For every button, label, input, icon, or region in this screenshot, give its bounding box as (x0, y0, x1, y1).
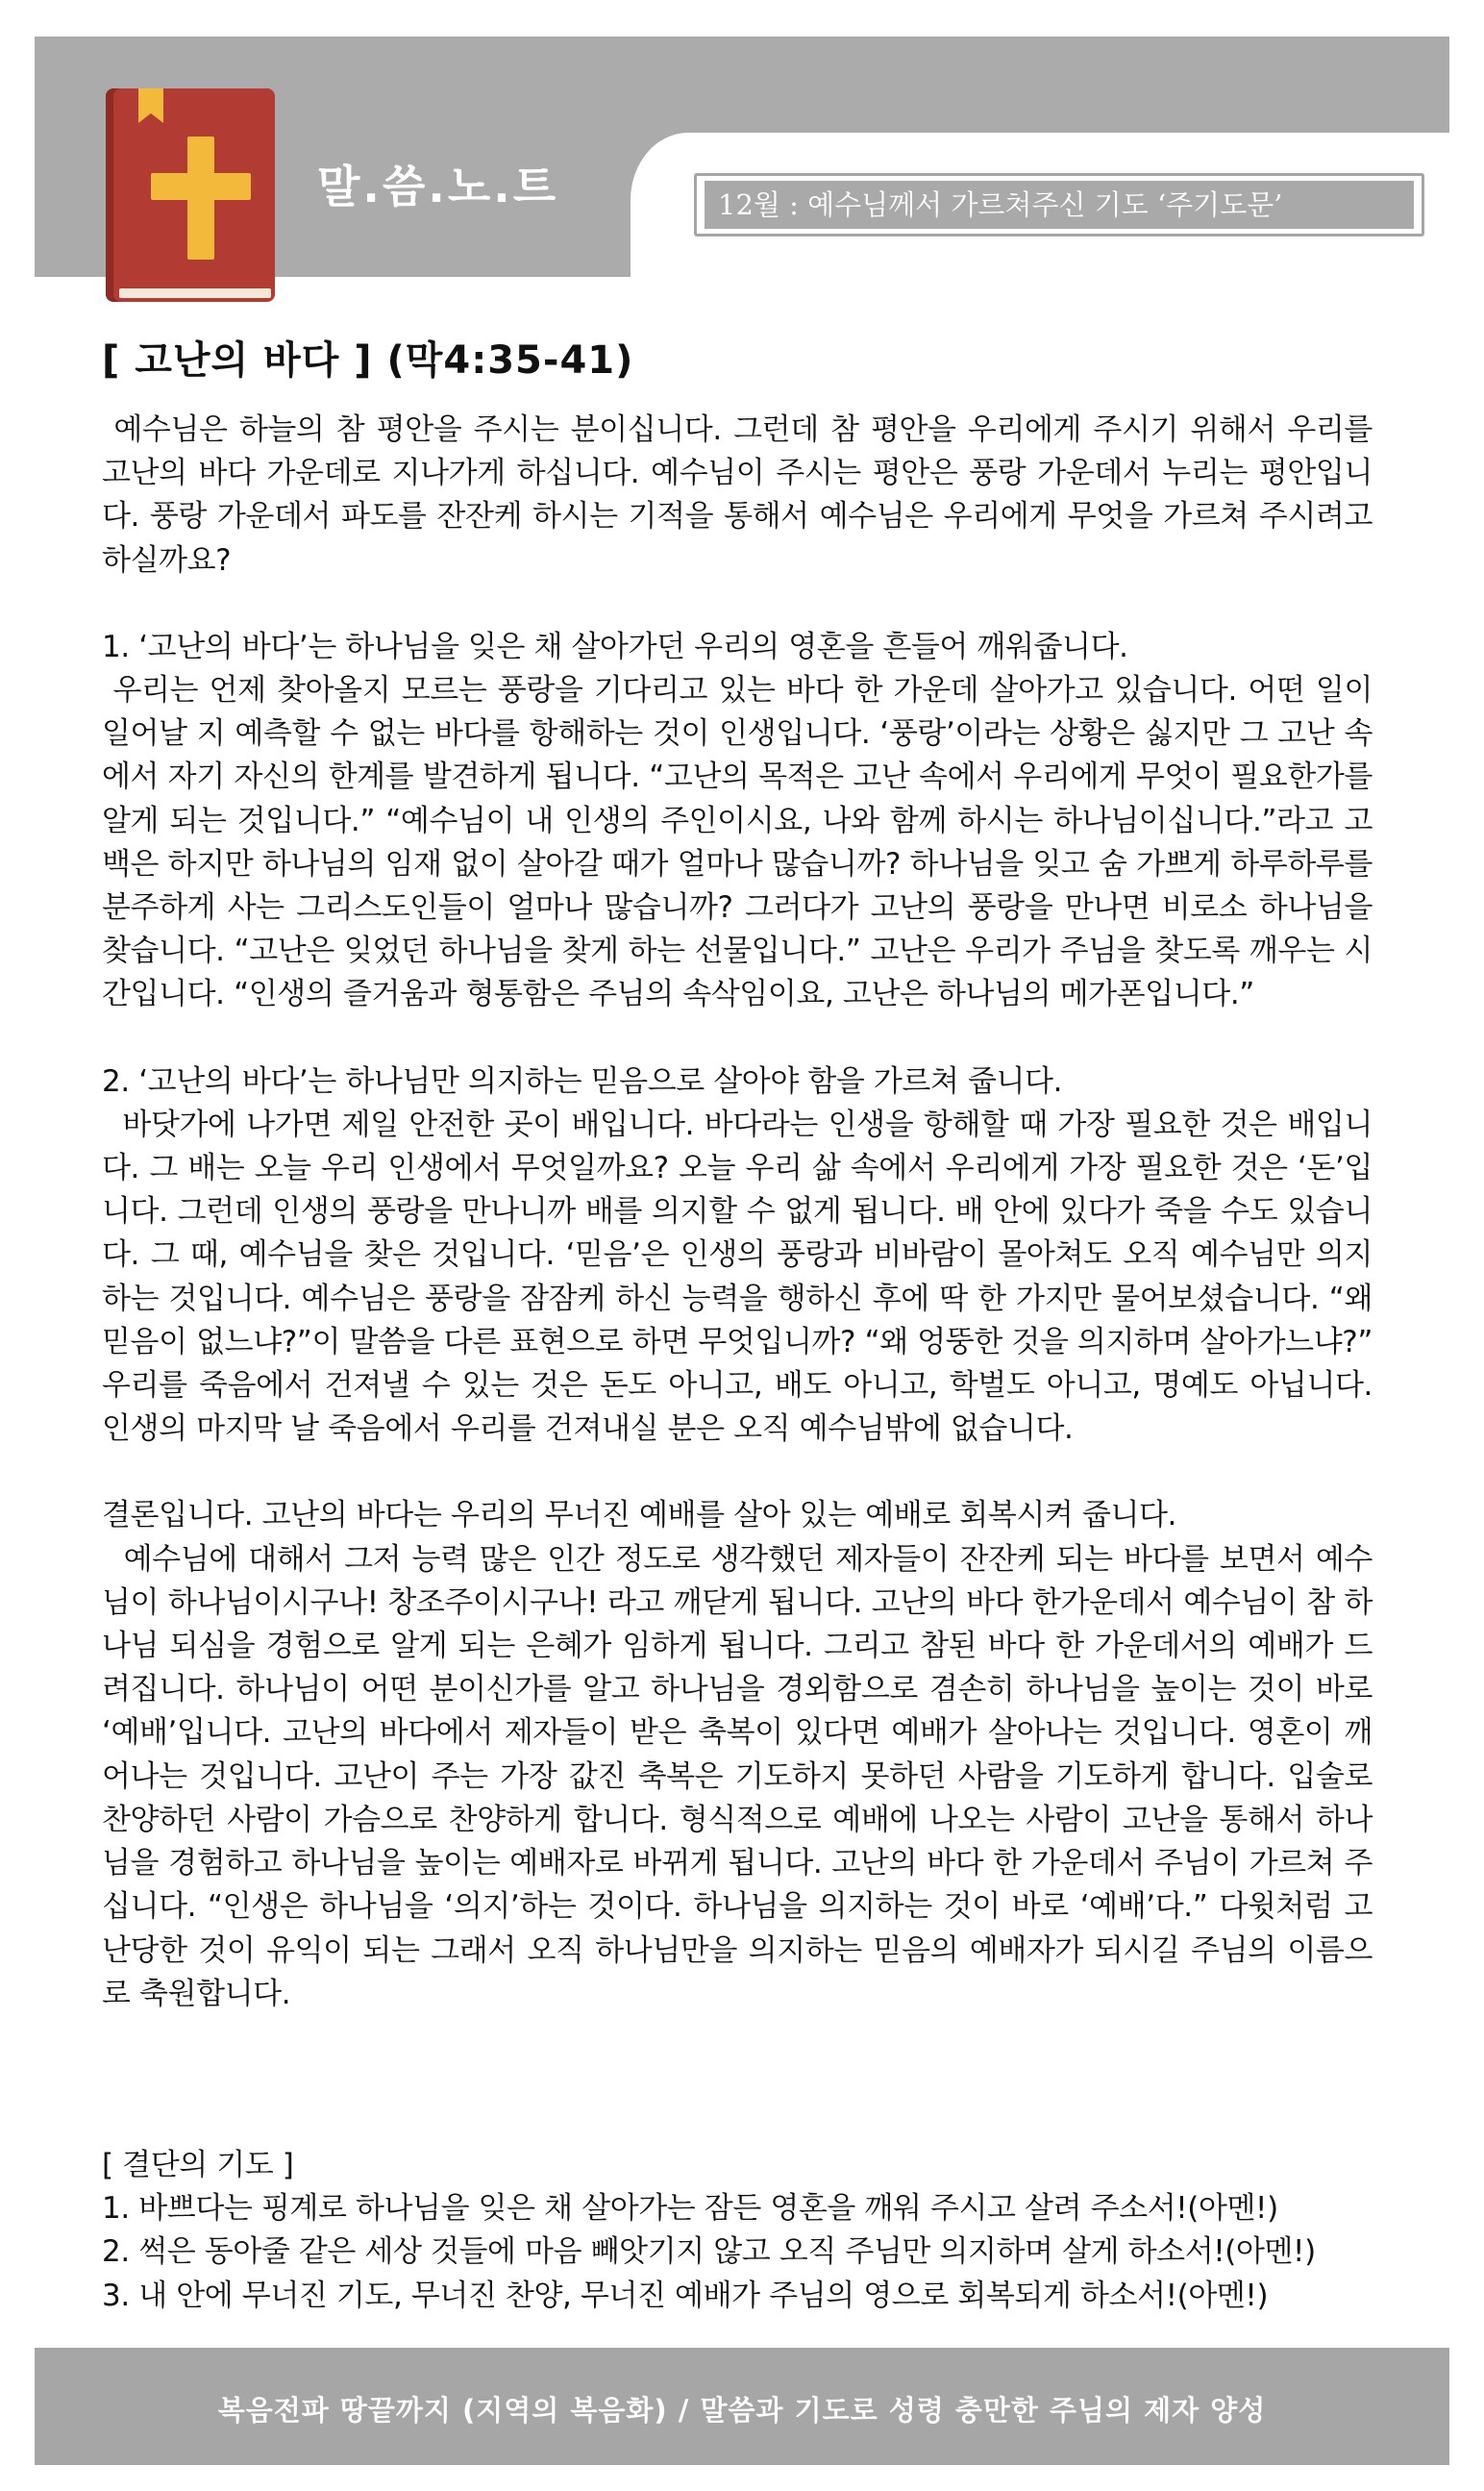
cross-icon-bar (151, 173, 251, 200)
header-tab-curve (631, 133, 688, 277)
conclusion-heading: 결론입니다. 고난의 바다는 우리의 무너진 예배를 살아 있는 예배로 회복시켜 줍니다. (102, 1498, 1177, 1533)
point-2-body: 바닷가에 나가면 제일 안전한 곳이 배입니다. 바다라는 인생을 항해할 때 가장 필요한 것은 배입니다. 그 배는 오늘 우리 인생에서 무엇일까요? 오늘 우리 삶 속에서 우리에게 가장 필요한 것은 ‘돈’입니다. 그런데 인생의 풍랑을 만나니까 배를 의지할 수 없게 됩니다. 배 안에 있다가 죽을 수도 있습니다. 그 때, 예수님을 찾은 것입니다. ‘믿음’은 인생의 풍랑과 비바람이 몰아쳐도 오직 예수님만 의지하는 것입니다. 예수님은 풍랑을 잠잠케 하신 능력을 행하신 후에 딱 한 가지만 물어보셨습니다. “왜 믿음이 없느냐?”이 말씀을 다른 표현으로 하면 무엇입니까? “왜 엉뚱한 것을 의지하며 살아가느냐?” 우리를 죽음에서 건져낼 수 있는 것은 돈도 아니고, 배도 아니고, 학벌도 아니고, 명예도 아닙니다. 인생의 마지막 날 죽음에서 우리를 건져내실 분은 오직 예수님밖에 없습니다. (102, 1107, 1373, 1447)
bible-icon (106, 88, 275, 302)
footer-band (35, 2348, 1449, 2465)
prayer-item: 2. 썩은 동아줄 같은 세상 것들에 마음 빼앗기지 않고 오직 주님만 의지하며 살게 하소서!(아멘!) (102, 2234, 1316, 2270)
resolution-prayer (102, 2144, 1373, 2318)
bookmark-ribbon-icon (138, 88, 163, 123)
prayer-item: 3. 내 안에 무너진 기도, 무너진 찬양, 무너진 예배가 주님의 영으로 회복되게 하소서!(아멘!) (102, 2278, 1269, 2313)
brand-title: 말.씀.노.트 (317, 161, 559, 212)
point-2-heading: 2. ‘고난의 바다’는 하나님만 의지하는 믿음으로 살아야 함을 가르쳐 줍니다. (102, 1063, 1063, 1099)
month-theme-box (694, 173, 1424, 237)
footer-slogan: 복음전파 땅끝까지 (지역의 복음화) / 말씀과 기도로 성령 충만한 주님의 제자 양성 (217, 2394, 1267, 2427)
month-theme: 12월 : 예수님께서 가르쳐주신 기도 ‘주기도문’ (705, 181, 1414, 229)
sermon-title: [ 고난의 바다 ] (막4:35-41) (102, 338, 634, 383)
prayer-item: 1. 바쁘다는 핑계로 하나님을 잊은 채 살아가는 잠든 영혼을 깨워 주시고 살려 주소서!(아멘!) (102, 2191, 1278, 2227)
point-1-heading: 1. ‘고난의 바다’는 하나님을 잊은 채 살아가던 우리의 영혼을 흔들어 깨워줍니다. (102, 629, 1128, 664)
sermon-body (102, 409, 1373, 2016)
intro-paragraph: 예수님은 하늘의 참 평안을 주시는 분이십니다. 그런데 참 평안을 우리에게 주시기 위해서 우리를 고난의 바다 가운데로 지나가게 하십니다. 예수님이 주시는 평안은 풍랑 가운데서 누리는 평안입니다. 풍랑 가운데서 파도를 잔잔케 하시는 기적을 통해서 예수님은 우리에게 무엇을 가르쳐 주시려고 하실까요? (102, 412, 1373, 578)
conclusion-body: 예수님에 대해서 그저 능력 많은 인간 정도로 생각했던 제자들이 잔잔케 되는 바다를 보면서 예수님이 하나님이시구나! 창조주이시구나! 라고 깨닫게 됩니다. 고난의 바다 한가운데서 예수님이 참 하나님 되심을 경험으로 알게 되는 은혜가 임하게 됩니다. 그리고 참된 바다 한 가운데서의 예배가 드려집니다. 하나님이 어떤 분이신가를 알고 하나님을 경외함으로 겸손히 하나님을 높이는 것이 바로 ‘예배’입니다. 고난의 바다에서 제자들이 받은 축복이 있다면 예배가 살아나는 것입니다. 영혼이 깨어나는 것입니다. 고난이 주는 가장 값진 축복은 기도하지 못하던 사람을 기도하게 합니다. 입술로 찬양하던 사람이 가슴으로 찬양하게 합니다. 형식적으로 예배에 나오는 사람이 고난을 통해서 하나님을 경험하고 하나님을 높이는 예배자로 바뀌게 됩니다. 고난의 바다 한 가운데서 주님이 가르쳐 주십니다. “인생은 하나님을 ‘의지’하는 것이다. 하나님을 의지하는 것이 바로 ‘예배’다.” 다윗처럼 고난당한 것이 유익이 되는 그래서 오직 하나님만을 의지하는 믿음의 예배자가 되시길 주님의 이름으로 축원합니다. (102, 1541, 1373, 2011)
point-1-body: 우리는 언제 찾아올지 모르는 풍랑을 기다리고 있는 바다 한 가운데 살아가고 있습니다. 어떤 일이 일어날 지 예측할 수 없는 바다를 항해하는 것이 인생입니다. ‘풍랑’이라는 상황은 싫지만 그 고난 속에서 자기 자신의 한계를 발견하게 됩니다. “고난의 목적은 고난 속에서 우리에게 무엇이 필요한가를 알게 되는 것입니다.” “예수님이 내 인생의 주인이시요, 나와 함께 하시는 하나님이십니다.”라고 고백은 하지만 하나님의 임재 없이 살아갈 때가 얼마나 많습니까? 하나님을 잊고 숨 가쁘게 하루하루를 분주하게 사는 그리스도인들이 얼마나 많습니까? 그러다가 고난의 풍랑을 만나면 비로소 하나님을 찾습니다. “고난은 잊었던 하나님을 찾게 하는 선물입니다.” 고난은 우리가 주님을 찾도록 깨우는 시간입니다. “인생의 즐거움과 형통함은 주님의 속삭임이요, 고난은 하나님의 메가폰입니다.” (102, 673, 1373, 1012)
book-pages (119, 288, 271, 298)
prayer-heading: [ 결단의 기도 ] (102, 2148, 294, 2182)
